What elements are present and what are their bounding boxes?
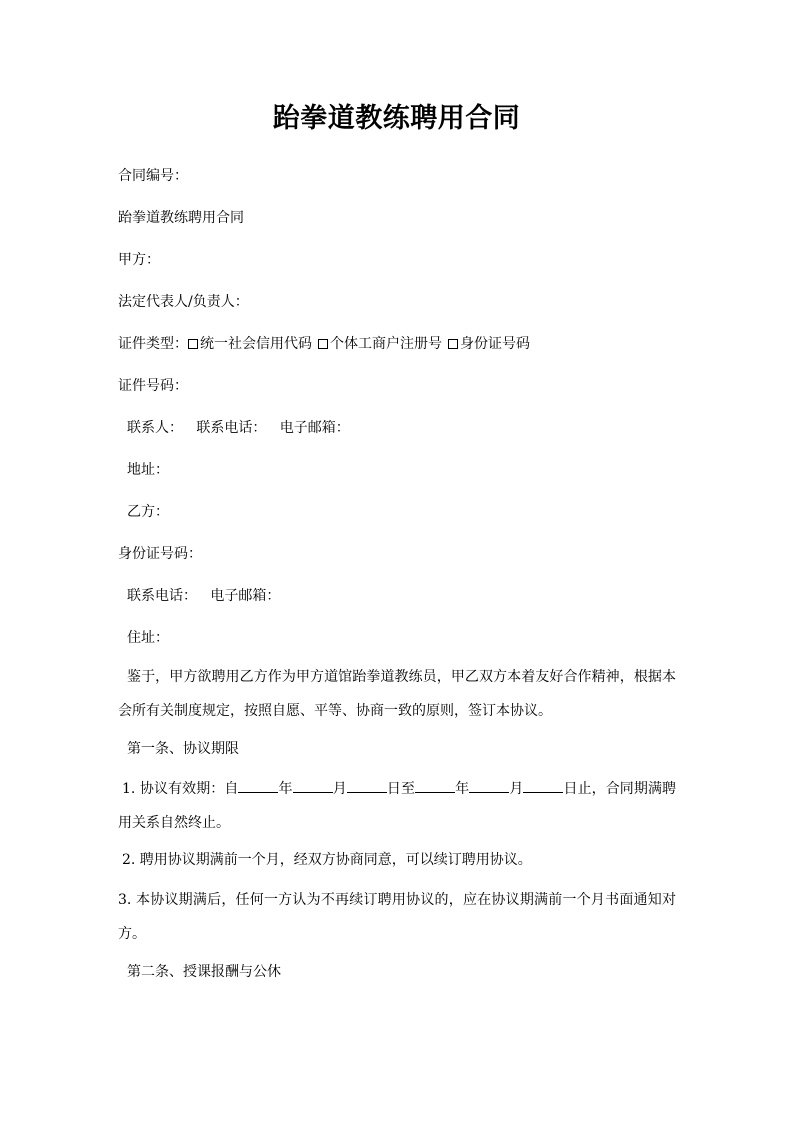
article-1-clause-1: 1. 协议有效期：自 年 月 日至 年 月 日止，合同期满聘用关系自然终止。: [118, 781, 677, 831]
party-b-label: 乙方：: [127, 504, 169, 520]
party-b-id-label: 身份证号码：: [118, 546, 202, 562]
year-blank[interactable]: [415, 779, 455, 793]
party-b-address-label: 住址：: [127, 630, 169, 646]
contact-person-label: 联系人：: [127, 420, 183, 436]
year-blank[interactable]: [238, 779, 278, 793]
preamble-paragraph: 鉴于，甲方欲聘用乙方作为甲方道馆跆拳道教练员，甲乙双方本着友好合作精神，根据本会所有关制度规定，按照自愿、平等、协商一致的原则，签订本协议。: [118, 669, 676, 719]
certificate-type-row: [118, 334, 536, 354]
day-blank[interactable]: [347, 779, 387, 793]
article-2-heading: 第二条、授课报酬与公休: [127, 964, 281, 980]
party-a-contact-row: [127, 418, 350, 438]
checkbox-icon[interactable]: [188, 339, 198, 349]
certificate-type-label: 证件类型：: [118, 336, 188, 352]
certificate-number-label: 证件号码：: [118, 378, 188, 394]
day-blank[interactable]: [523, 779, 563, 793]
article-1-clause-2: 2. 聘用协议期满前一个月，经双方协商同意，可以续订聘用协议。: [122, 852, 532, 868]
contact-email-label: 电子邮箱：: [279, 420, 350, 436]
article-1-heading: 第一条、协议期限: [127, 741, 239, 757]
month-blank[interactable]: [469, 779, 509, 793]
party-a-label: 甲方：: [118, 252, 160, 268]
cert-option-id-card[interactable]: 身份证号码: [448, 336, 530, 352]
party-b-contact-row: [127, 586, 280, 606]
party-b-email-label: 电子邮箱：: [210, 588, 281, 604]
document-title: 跆拳道教练聘用合同: [272, 103, 521, 134]
contract-name: 跆拳道教练聘用合同: [118, 210, 244, 226]
contract-number-label: 合同编号：: [118, 168, 188, 184]
legal-representative-label: 法定代表人/负责人：: [118, 294, 249, 310]
cert-option-business-reg[interactable]: 个体工商户注册号: [318, 336, 442, 352]
party-b-phone-label: 联系电话：: [127, 588, 197, 604]
contact-phone-label: 联系电话：: [196, 420, 267, 436]
checkbox-icon[interactable]: [318, 339, 328, 349]
checkbox-icon[interactable]: [448, 339, 458, 349]
cert-option-credit-code[interactable]: 统一社会信用代码: [188, 336, 312, 352]
month-blank[interactable]: [293, 779, 333, 793]
party-a-address-label: 地址：: [127, 462, 169, 478]
article-1-clause-3: 3. 本协议期满后，任何一方认为不再续订聘用协议的，应在协议期满前一个月书面通知对方。: [118, 892, 676, 942]
